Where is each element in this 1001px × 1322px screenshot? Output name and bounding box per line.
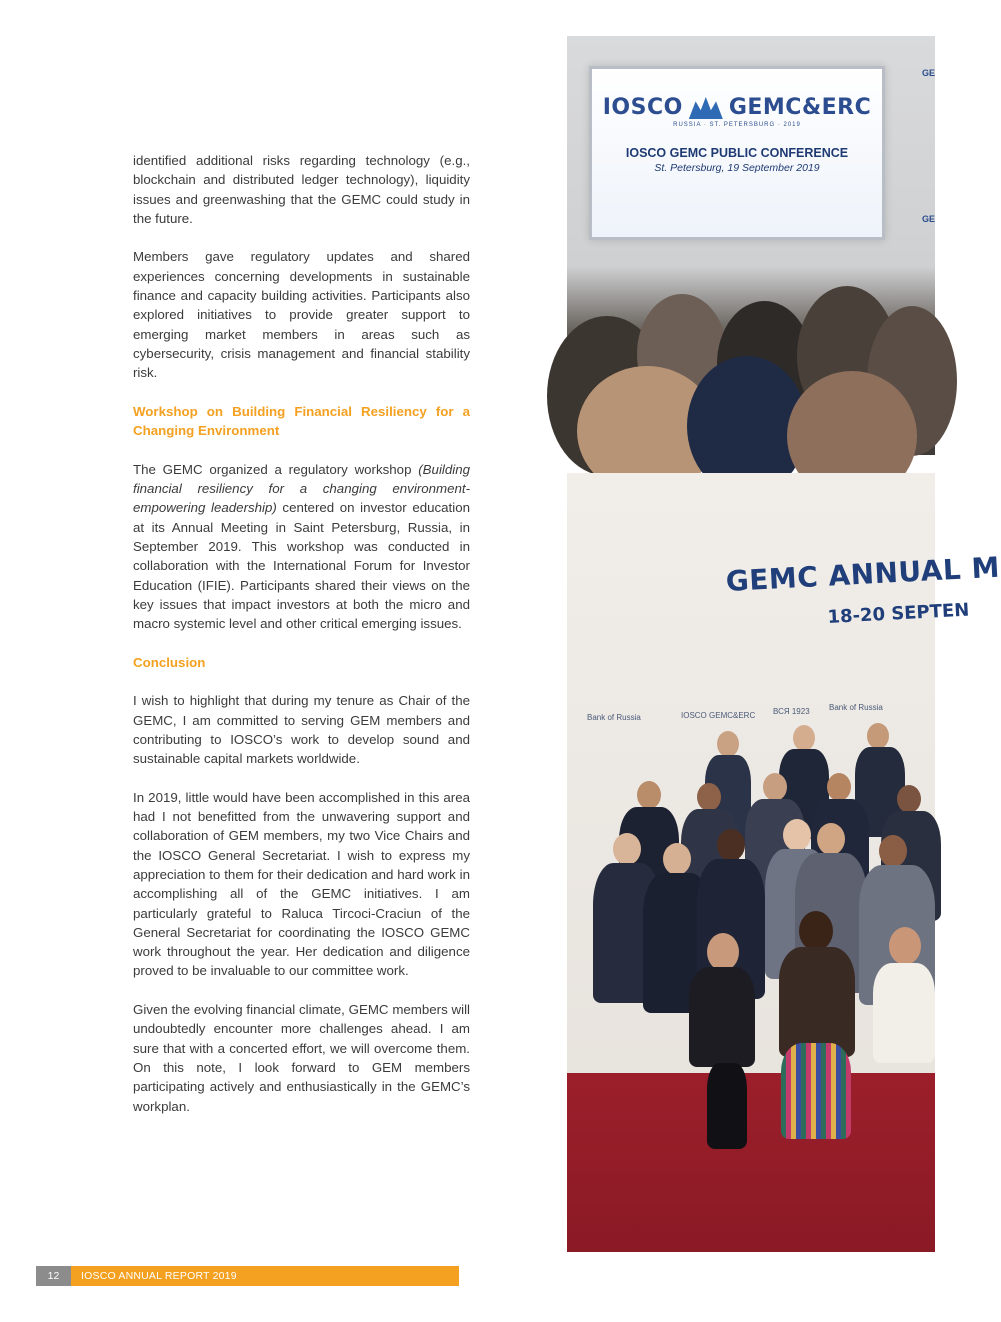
conference-date: St. Petersburg, 19 September 2019: [654, 162, 820, 174]
person-head: [867, 723, 889, 749]
logo-subtext: RUSSIA · ST. PETERSBURG · 2019: [673, 122, 801, 128]
workshop-text-a: The GEMC organized a regulatory workshop: [133, 461, 419, 477]
person-legs: [707, 1063, 747, 1149]
paragraph-tenure: I wish to highlight that during my tenure as Chair of the GEMC, I am committed to serving GEM members and contributing to IOSCO’s work to develop sound and sustainable capital markets worldwide.: [133, 693, 470, 767]
projection-screen: [589, 66, 885, 240]
conference-title: IOSCO GEMC PUBLIC CONFERENCE: [625, 146, 849, 160]
conference-photo: [567, 36, 935, 455]
person-head: [783, 819, 811, 851]
person-head: [799, 911, 833, 951]
person-head: [697, 783, 721, 811]
person-head: [717, 731, 739, 757]
wall-logo-bank: Bank of Russia: [587, 713, 641, 722]
wall-logo-ifie: ВСЯ 1923: [773, 707, 810, 716]
red-carpet: [567, 1073, 935, 1252]
person-head: [897, 785, 921, 813]
person-body: [779, 947, 855, 1057]
person-body: [873, 963, 935, 1063]
paragraph-workshop: [133, 460, 470, 634]
person-head: [817, 823, 845, 855]
workshop-text-b: centered on investor education at its Annual Meeting in Saint Petersburg, Russia, in September 2019. This workshop was conducted in collaboration with the International Forum for Investor Education (IFIE). Participants shared their views on the key issues that impact investors at both the micro and macro systemic level and other critical emerging issues.: [133, 500, 470, 632]
paragraph-risks: identified additional risks regarding technology (e.g., blockchain and distributed ledger technology), liquidity issues and greenwashing that the GEMC could study in the future.: [133, 153, 470, 226]
person-head: [707, 933, 739, 971]
page-number: 12: [36, 1266, 71, 1286]
article-body: [133, 151, 470, 1135]
person-head: [763, 773, 787, 801]
heading-workshop: Workshop on Building Financial Resiliency for a Changing Environment: [133, 403, 470, 439]
person-head: [613, 833, 641, 865]
skyline-logo-icon: [689, 97, 723, 119]
person-head: [793, 725, 815, 751]
side-logo-bottom: GE: [921, 214, 935, 224]
wall-logo-iosco: IOSCO GEMC&ERC: [681, 711, 756, 720]
group-photo: [567, 473, 1001, 1252]
annual-meeting-banner: GEMC ANNUAL M: [725, 550, 1001, 598]
person-head: [827, 773, 851, 801]
person-skirt: [781, 1043, 851, 1139]
footer-report-title: IOSCO ANNUAL REPORT 2019: [71, 1266, 459, 1286]
person-head: [889, 927, 921, 965]
paragraph-outlook: Given the evolving financial climate, GEMC members will undoubtedly encounter more challenges ahead. I am sure that with a concerted effort, we will overcome them. On this note, I look forward to GEM members participating actively and enthusiastically in the GEMC’s workplan.: [133, 1002, 470, 1114]
person-head: [717, 829, 745, 861]
logo-iosco-text: IOSCO: [602, 95, 683, 120]
person-head: [637, 781, 661, 809]
person-head: [663, 843, 691, 875]
annual-meeting-dates: 18-20 SEPTEN: [827, 599, 970, 628]
heading-conclusion: Conclusion: [133, 654, 206, 670]
side-logo-top: GE: [921, 68, 935, 78]
wall-logo-bank-2: Bank of Russia: [829, 703, 883, 712]
logo-gemc-text: GEMC&ERC: [728, 95, 872, 120]
workshop-title-italic: (Building financial resiliency for a changing environment-empowering leadership): [133, 461, 470, 516]
paragraph-gratitude: In 2019, little would have been accomplished in this area had I not benefitted from the unwavering support and collaboration of GEM members, my two Vice Chairs and the IOSCO General Secretariat. I wish to express my appreciation to them for their dedication and hard work in accomplishing all of the GEMC initiatives. I am particularly grateful to Raluca Tircoci-Craciun of the General Secretariat for coordinating the IOSCO GEMC work throughout the year. Her dedication and diligence proved to be invaluable to our committee work.: [133, 789, 470, 979]
person-head: [879, 835, 907, 867]
gemc-conference-logo: [592, 95, 882, 120]
person-body: [689, 967, 755, 1067]
paragraph-updates: Members gave regulatory updates and shared experiences concerning developments in sustainable finance and capacity building activities. Participants also explored initiatives to provide greater support to emerging market members in areas such as cybersecurity, crisis management and financial stability risk.: [133, 249, 470, 381]
